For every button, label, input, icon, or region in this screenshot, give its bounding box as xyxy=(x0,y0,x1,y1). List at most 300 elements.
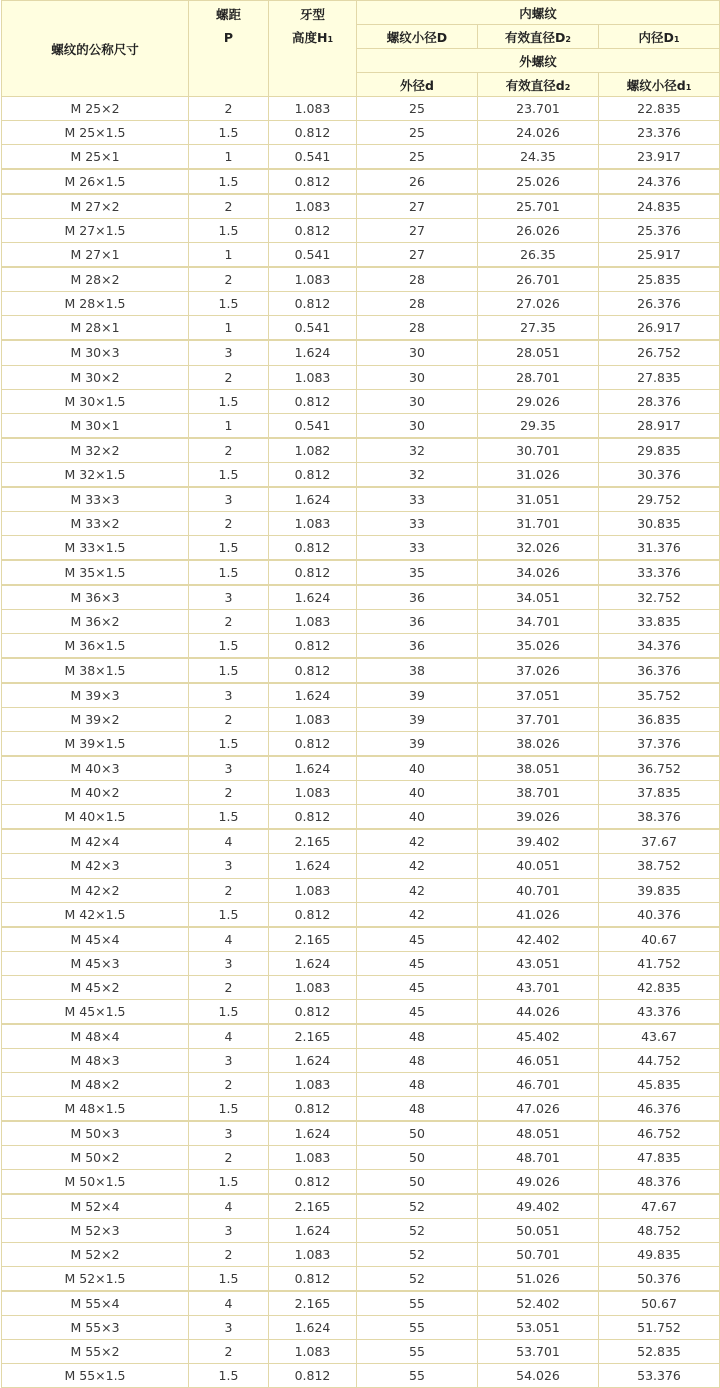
cell-pitch-diameter: 25.026 xyxy=(478,169,599,194)
cell-minor-diameter: 40.67 xyxy=(599,927,720,952)
cell-pitch-diameter: 38.051 xyxy=(478,756,599,781)
cell-pitch-diameter: 30.701 xyxy=(478,438,599,463)
cell-thread-height: 0.812 xyxy=(269,1170,357,1195)
cell-pitch-diameter: 32.026 xyxy=(478,535,599,560)
cell-thread-height: 1.083 xyxy=(269,511,357,535)
header-pitch-symbol: P xyxy=(223,30,234,45)
cell-pitch-diameter: 26.026 xyxy=(478,219,599,243)
cell-thread-height: 1.624 xyxy=(269,487,357,512)
cell-major-diameter: 26 xyxy=(357,169,478,194)
cell-major-diameter: 48 xyxy=(357,1096,478,1121)
cell-nominal-size: M 36×1.5 xyxy=(2,634,189,659)
cell-pitch-diameter: 50.051 xyxy=(478,1219,599,1243)
cell-pitch-diameter: 37.026 xyxy=(478,658,599,683)
cell-major-diameter: 50 xyxy=(357,1170,478,1195)
cell-major-diameter: 45 xyxy=(357,927,478,952)
cell-nominal-size: M 32×1.5 xyxy=(2,462,189,487)
cell-pitch-diameter: 37.701 xyxy=(478,708,599,732)
cell-nominal-size: M 52×4 xyxy=(2,1194,189,1219)
cell-pitch-diameter: 29.35 xyxy=(478,413,599,438)
cell-pitch-diameter: 47.026 xyxy=(478,1096,599,1121)
cell-minor-diameter: 33.835 xyxy=(599,609,720,633)
cell-pitch: 1.5 xyxy=(189,389,269,413)
cell-pitch-diameter: 42.402 xyxy=(478,927,599,952)
header-pitch-label: 螺距 xyxy=(215,7,241,22)
cell-pitch: 3 xyxy=(189,487,269,512)
cell-nominal-size: M 48×1.5 xyxy=(2,1096,189,1121)
cell-thread-height: 1.624 xyxy=(269,1121,357,1146)
cell-minor-diameter: 42.835 xyxy=(599,975,720,999)
cell-minor-diameter: 47.835 xyxy=(599,1146,720,1170)
cell-pitch: 1 xyxy=(189,145,269,170)
table-row xyxy=(2,927,720,952)
cell-minor-diameter: 39.835 xyxy=(599,878,720,902)
thread-dimensions-table xyxy=(1,0,720,1388)
cell-pitch-diameter: 25.701 xyxy=(478,194,599,219)
table-row xyxy=(2,902,720,927)
cell-major-diameter: 42 xyxy=(357,854,478,878)
cell-pitch-diameter: 40.701 xyxy=(478,878,599,902)
cell-thread-height: 0.541 xyxy=(269,316,357,341)
cell-major-diameter: 32 xyxy=(357,438,478,463)
cell-major-diameter: 33 xyxy=(357,535,478,560)
table-row xyxy=(2,1048,720,1072)
cell-pitch: 1.5 xyxy=(189,1267,269,1292)
cell-nominal-size: M 35×1.5 xyxy=(2,560,189,585)
header-internal-minor-main: 内径D xyxy=(638,29,674,45)
cell-pitch: 4 xyxy=(189,1194,269,1219)
table-row xyxy=(2,1340,720,1364)
cell-major-diameter: 33 xyxy=(357,511,478,535)
cell-thread-height: 0.812 xyxy=(269,121,357,145)
cell-thread-height: 1.083 xyxy=(269,781,357,805)
cell-minor-diameter: 28.917 xyxy=(599,413,720,438)
cell-nominal-size: M 28×2 xyxy=(2,267,189,292)
table-row xyxy=(2,97,720,121)
cell-pitch-diameter: 24.026 xyxy=(478,121,599,145)
cell-pitch: 2 xyxy=(189,975,269,999)
cell-minor-diameter: 50.67 xyxy=(599,1291,720,1316)
header-external-pitch-sub: 2 xyxy=(564,82,571,92)
cell-thread-height: 2.165 xyxy=(269,1291,357,1316)
cell-nominal-size: M 26×1.5 xyxy=(2,169,189,194)
cell-nominal-size: M 55×1.5 xyxy=(2,1364,189,1388)
header-nominal-size: 螺纹的公称尺寸 xyxy=(2,1,189,97)
cell-pitch: 3 xyxy=(189,340,269,365)
cell-pitch: 1 xyxy=(189,316,269,341)
cell-thread-height: 1.083 xyxy=(269,1243,357,1267)
cell-minor-diameter: 25.376 xyxy=(599,219,720,243)
cell-major-diameter: 40 xyxy=(357,805,478,830)
cell-minor-diameter: 28.376 xyxy=(599,389,720,413)
cell-pitch: 2 xyxy=(189,97,269,121)
cell-pitch-diameter: 43.701 xyxy=(478,975,599,999)
cell-minor-diameter: 34.376 xyxy=(599,634,720,659)
cell-major-diameter: 25 xyxy=(357,121,478,145)
cell-minor-diameter: 38.752 xyxy=(599,854,720,878)
cell-pitch-diameter: 39.026 xyxy=(478,805,599,830)
cell-nominal-size: M 40×2 xyxy=(2,781,189,805)
cell-nominal-size: M 32×2 xyxy=(2,438,189,463)
table-row xyxy=(2,975,720,999)
cell-pitch: 2 xyxy=(189,194,269,219)
cell-minor-diameter: 43.376 xyxy=(599,999,720,1024)
table-row xyxy=(2,145,720,170)
cell-pitch-diameter: 41.026 xyxy=(478,902,599,927)
cell-major-diameter: 30 xyxy=(357,340,478,365)
cell-nominal-size: M 27×1.5 xyxy=(2,219,189,243)
table-row xyxy=(2,1072,720,1096)
cell-thread-height: 1.082 xyxy=(269,438,357,463)
cell-nominal-size: M 42×4 xyxy=(2,829,189,854)
cell-thread-height: 1.083 xyxy=(269,194,357,219)
cell-nominal-size: M 27×1 xyxy=(2,243,189,268)
cell-minor-diameter: 36.376 xyxy=(599,658,720,683)
cell-thread-height: 0.812 xyxy=(269,1364,357,1388)
cell-minor-diameter: 52.835 xyxy=(599,1340,720,1364)
cell-thread-height: 1.083 xyxy=(269,1340,357,1364)
table-row xyxy=(2,1194,720,1219)
cell-major-diameter: 55 xyxy=(357,1364,478,1388)
table-row xyxy=(2,243,720,268)
table-row xyxy=(2,756,720,781)
cell-pitch: 1 xyxy=(189,243,269,268)
cell-nominal-size: M 27×2 xyxy=(2,194,189,219)
cell-pitch-diameter: 26.701 xyxy=(478,267,599,292)
cell-thread-height: 2.165 xyxy=(269,1024,357,1049)
header-external-minor-main: 螺纹小径d xyxy=(626,77,686,93)
cell-minor-diameter: 25.835 xyxy=(599,267,720,292)
table-row xyxy=(2,389,720,413)
cell-thread-height: 0.541 xyxy=(269,145,357,170)
cell-nominal-size: M 52×1.5 xyxy=(2,1267,189,1292)
cell-thread-height: 0.812 xyxy=(269,732,357,757)
cell-nominal-size: M 45×4 xyxy=(2,927,189,952)
cell-minor-diameter: 37.67 xyxy=(599,829,720,854)
cell-pitch-diameter: 34.051 xyxy=(478,585,599,610)
cell-thread-height: 1.624 xyxy=(269,951,357,975)
cell-minor-diameter: 30.376 xyxy=(599,462,720,487)
table-row xyxy=(2,438,720,463)
cell-pitch-diameter: 44.026 xyxy=(478,999,599,1024)
table-row xyxy=(2,292,720,316)
table-row xyxy=(2,1364,720,1388)
cell-pitch-diameter: 45.402 xyxy=(478,1024,599,1049)
header-internal-pitch-diameter xyxy=(478,25,599,49)
cell-minor-diameter: 53.376 xyxy=(599,1364,720,1388)
table-row xyxy=(2,511,720,535)
cell-major-diameter: 45 xyxy=(357,975,478,999)
cell-pitch: 1.5 xyxy=(189,999,269,1024)
cell-pitch: 2 xyxy=(189,267,269,292)
cell-pitch-diameter: 39.402 xyxy=(478,829,599,854)
cell-thread-height: 0.812 xyxy=(269,560,357,585)
header-external-pitch-main: 有效直径d xyxy=(505,77,565,93)
cell-minor-diameter: 40.376 xyxy=(599,902,720,927)
cell-pitch-diameter: 24.35 xyxy=(478,145,599,170)
header-internal-minor-sub: 1 xyxy=(673,34,680,44)
cell-major-diameter: 45 xyxy=(357,951,478,975)
cell-thread-height: 0.812 xyxy=(269,219,357,243)
cell-thread-height: 1.624 xyxy=(269,756,357,781)
cell-pitch-diameter: 49.402 xyxy=(478,1194,599,1219)
cell-major-diameter: 42 xyxy=(357,829,478,854)
cell-major-diameter: 48 xyxy=(357,1072,478,1096)
cell-minor-diameter: 36.752 xyxy=(599,756,720,781)
cell-thread-height: 1.083 xyxy=(269,365,357,389)
cell-major-diameter: 55 xyxy=(357,1291,478,1316)
cell-pitch-diameter: 35.026 xyxy=(478,634,599,659)
cell-nominal-size: M 36×2 xyxy=(2,609,189,633)
table-row xyxy=(2,634,720,659)
table-row xyxy=(2,683,720,708)
cell-nominal-size: M 52×3 xyxy=(2,1219,189,1243)
cell-nominal-size: M 40×3 xyxy=(2,756,189,781)
table-row xyxy=(2,462,720,487)
table-row xyxy=(2,609,720,633)
cell-thread-height: 0.541 xyxy=(269,413,357,438)
table-row xyxy=(2,487,720,512)
cell-minor-diameter: 24.376 xyxy=(599,169,720,194)
table-row xyxy=(2,854,720,878)
cell-minor-diameter: 50.376 xyxy=(599,1267,720,1292)
header-pitch xyxy=(189,1,269,97)
cell-major-diameter: 39 xyxy=(357,683,478,708)
table-row xyxy=(2,1024,720,1049)
header-internal-pitch-sub: 2 xyxy=(565,34,571,44)
cell-pitch-diameter: 46.701 xyxy=(478,1072,599,1096)
cell-minor-diameter: 23.917 xyxy=(599,145,720,170)
cell-major-diameter: 36 xyxy=(357,634,478,659)
cell-pitch: 3 xyxy=(189,585,269,610)
header-external-thread: 外螺纹 xyxy=(357,49,720,73)
cell-pitch: 2 xyxy=(189,511,269,535)
cell-major-diameter: 52 xyxy=(357,1267,478,1292)
cell-nominal-size: M 39×3 xyxy=(2,683,189,708)
cell-pitch: 4 xyxy=(189,1024,269,1049)
cell-major-diameter: 32 xyxy=(357,462,478,487)
cell-pitch: 1.5 xyxy=(189,292,269,316)
table-row xyxy=(2,267,720,292)
cell-pitch: 1.5 xyxy=(189,732,269,757)
cell-thread-height: 0.812 xyxy=(269,805,357,830)
cell-nominal-size: M 30×3 xyxy=(2,340,189,365)
cell-minor-diameter: 48.752 xyxy=(599,1219,720,1243)
cell-thread-height: 1.083 xyxy=(269,1072,357,1096)
cell-pitch: 3 xyxy=(189,1048,269,1072)
cell-pitch: 2 xyxy=(189,609,269,633)
header-thread-height xyxy=(269,1,357,97)
cell-pitch-diameter: 54.026 xyxy=(478,1364,599,1388)
cell-nominal-size: M 30×2 xyxy=(2,365,189,389)
cell-minor-diameter: 37.835 xyxy=(599,781,720,805)
cell-nominal-size: M 50×3 xyxy=(2,1121,189,1146)
cell-minor-diameter: 30.835 xyxy=(599,511,720,535)
cell-major-diameter: 38 xyxy=(357,658,478,683)
table-row xyxy=(2,560,720,585)
cell-pitch-diameter: 50.701 xyxy=(478,1243,599,1267)
cell-pitch: 3 xyxy=(189,1121,269,1146)
cell-thread-height: 1.083 xyxy=(269,708,357,732)
table-row xyxy=(2,316,720,341)
header-external-minor-sub: 1 xyxy=(685,82,692,92)
table-row xyxy=(2,1121,720,1146)
cell-major-diameter: 45 xyxy=(357,999,478,1024)
cell-pitch: 1.5 xyxy=(189,805,269,830)
cell-thread-height: 2.165 xyxy=(269,829,357,854)
cell-nominal-size: M 25×1.5 xyxy=(2,121,189,145)
cell-pitch: 1.5 xyxy=(189,121,269,145)
cell-minor-diameter: 37.376 xyxy=(599,732,720,757)
cell-nominal-size: M 33×3 xyxy=(2,487,189,512)
cell-thread-height: 1.624 xyxy=(269,683,357,708)
cell-pitch: 2 xyxy=(189,365,269,389)
cell-major-diameter: 30 xyxy=(357,389,478,413)
cell-minor-diameter: 23.376 xyxy=(599,121,720,145)
cell-nominal-size: M 25×1 xyxy=(2,145,189,170)
cell-pitch-diameter: 53.701 xyxy=(478,1340,599,1364)
cell-pitch: 2 xyxy=(189,781,269,805)
cell-pitch: 3 xyxy=(189,683,269,708)
cell-pitch-diameter: 31.701 xyxy=(478,511,599,535)
cell-thread-height: 0.812 xyxy=(269,902,357,927)
table-row xyxy=(2,585,720,610)
table-row xyxy=(2,708,720,732)
cell-nominal-size: M 48×3 xyxy=(2,1048,189,1072)
cell-pitch: 1.5 xyxy=(189,658,269,683)
cell-pitch: 1.5 xyxy=(189,560,269,585)
cell-nominal-size: M 55×4 xyxy=(2,1291,189,1316)
cell-major-diameter: 28 xyxy=(357,292,478,316)
cell-minor-diameter: 51.752 xyxy=(599,1316,720,1340)
cell-thread-height: 0.812 xyxy=(269,1096,357,1121)
cell-pitch: 3 xyxy=(189,1316,269,1340)
cell-minor-diameter: 47.67 xyxy=(599,1194,720,1219)
cell-pitch-diameter: 27.026 xyxy=(478,292,599,316)
cell-major-diameter: 42 xyxy=(357,878,478,902)
table-row xyxy=(2,658,720,683)
cell-minor-diameter: 29.835 xyxy=(599,438,720,463)
table-row xyxy=(2,340,720,365)
cell-nominal-size: M 50×1.5 xyxy=(2,1170,189,1195)
cell-nominal-size: M 45×2 xyxy=(2,975,189,999)
header-internal-major: 螺纹小径D xyxy=(357,25,478,49)
cell-nominal-size: M 42×3 xyxy=(2,854,189,878)
cell-minor-diameter: 29.752 xyxy=(599,487,720,512)
header-external-minor xyxy=(599,73,720,97)
cell-minor-diameter: 32.752 xyxy=(599,585,720,610)
cell-thread-height: 1.083 xyxy=(269,609,357,633)
cell-minor-diameter: 22.835 xyxy=(599,97,720,121)
cell-minor-diameter: 31.376 xyxy=(599,535,720,560)
cell-major-diameter: 39 xyxy=(357,708,478,732)
cell-pitch-diameter: 52.402 xyxy=(478,1291,599,1316)
header-external-pitch-diameter xyxy=(478,73,599,97)
table-header xyxy=(2,1,720,97)
table-row xyxy=(2,535,720,560)
cell-major-diameter: 52 xyxy=(357,1194,478,1219)
cell-major-diameter: 39 xyxy=(357,732,478,757)
header-height-label: 牙型 xyxy=(299,7,325,22)
cell-major-diameter: 30 xyxy=(357,413,478,438)
header-height-symbol xyxy=(269,26,356,51)
cell-thread-height: 0.541 xyxy=(269,243,357,268)
cell-thread-height: 0.812 xyxy=(269,292,357,316)
cell-thread-height: 0.812 xyxy=(269,535,357,560)
cell-minor-diameter: 49.835 xyxy=(599,1243,720,1267)
cell-nominal-size: M 42×2 xyxy=(2,878,189,902)
cell-major-diameter: 25 xyxy=(357,145,478,170)
cell-thread-height: 1.624 xyxy=(269,1219,357,1243)
cell-pitch: 4 xyxy=(189,1291,269,1316)
cell-pitch-diameter: 34.701 xyxy=(478,609,599,633)
cell-major-diameter: 25 xyxy=(357,97,478,121)
cell-nominal-size: M 28×1.5 xyxy=(2,292,189,316)
cell-nominal-size: M 30×1 xyxy=(2,413,189,438)
table-row xyxy=(2,194,720,219)
cell-minor-diameter: 24.835 xyxy=(599,194,720,219)
cell-major-diameter: 40 xyxy=(357,781,478,805)
table-row xyxy=(2,781,720,805)
cell-major-diameter: 30 xyxy=(357,365,478,389)
cell-minor-diameter: 44.752 xyxy=(599,1048,720,1072)
cell-minor-diameter: 48.376 xyxy=(599,1170,720,1195)
cell-pitch: 3 xyxy=(189,756,269,781)
cell-minor-diameter: 46.752 xyxy=(599,1121,720,1146)
cell-pitch-diameter: 49.026 xyxy=(478,1170,599,1195)
cell-pitch-diameter: 38.026 xyxy=(478,732,599,757)
cell-pitch: 1.5 xyxy=(189,1364,269,1388)
cell-major-diameter: 50 xyxy=(357,1121,478,1146)
cell-major-diameter: 27 xyxy=(357,243,478,268)
cell-pitch-diameter: 43.051 xyxy=(478,951,599,975)
table-row xyxy=(2,805,720,830)
cell-pitch-diameter: 26.35 xyxy=(478,243,599,268)
cell-minor-diameter: 46.376 xyxy=(599,1096,720,1121)
cell-pitch: 2 xyxy=(189,1340,269,1364)
cell-pitch-diameter: 31.051 xyxy=(478,487,599,512)
cell-minor-diameter: 26.917 xyxy=(599,316,720,341)
cell-minor-diameter: 45.835 xyxy=(599,1072,720,1096)
cell-pitch: 4 xyxy=(189,829,269,854)
cell-thread-height: 0.812 xyxy=(269,389,357,413)
header-external-major: 外径d xyxy=(357,73,478,97)
cell-nominal-size: M 40×1.5 xyxy=(2,805,189,830)
cell-major-diameter: 55 xyxy=(357,1316,478,1340)
table-row xyxy=(2,219,720,243)
cell-pitch-diameter: 40.051 xyxy=(478,854,599,878)
cell-major-diameter: 48 xyxy=(357,1048,478,1072)
cell-major-diameter: 52 xyxy=(357,1219,478,1243)
cell-pitch-diameter: 46.051 xyxy=(478,1048,599,1072)
cell-pitch: 1.5 xyxy=(189,219,269,243)
cell-thread-height: 2.165 xyxy=(269,1194,357,1219)
cell-minor-diameter: 27.835 xyxy=(599,365,720,389)
cell-pitch: 1.5 xyxy=(189,902,269,927)
cell-pitch-diameter: 28.701 xyxy=(478,365,599,389)
cell-thread-height: 1.083 xyxy=(269,878,357,902)
table-row xyxy=(2,1291,720,1316)
table-row xyxy=(2,999,720,1024)
cell-minor-diameter: 26.376 xyxy=(599,292,720,316)
cell-thread-height: 1.624 xyxy=(269,854,357,878)
table-row xyxy=(2,121,720,145)
cell-nominal-size: M 45×1.5 xyxy=(2,999,189,1024)
cell-pitch: 2 xyxy=(189,708,269,732)
cell-pitch-diameter: 31.026 xyxy=(478,462,599,487)
header-internal-thread: 内螺纹 xyxy=(357,1,720,25)
cell-pitch-diameter: 23.701 xyxy=(478,97,599,121)
